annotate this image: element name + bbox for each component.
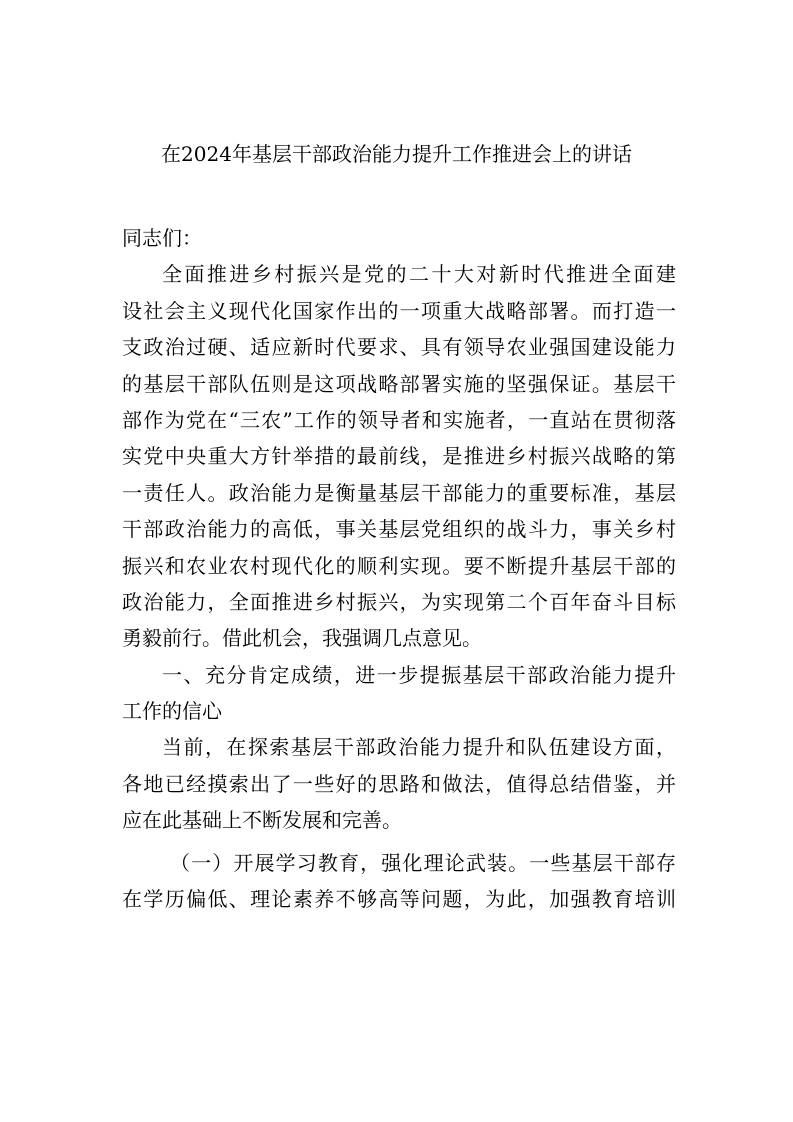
paragraph-line: 实党中央重大方针举措的最前线，是推进乡村振兴战略的第 [122,444,676,469]
paragraph-line: 政治能力，全面推进乡村振兴，为实现第二个百年奋斗目标 [122,589,676,614]
paragraph-line: 全面推进乡村振兴是党的二十大对新时代推进全面建 [162,262,676,287]
paragraph-line: 的基层干部队伍则是这项战略部署实施的坚强保证。基层干 [122,371,676,396]
paragraph-line: 应在此基础上不断发展和完善。 [122,808,402,833]
paragraph-intro [122,256,676,656]
paragraph-line: 支政治过硬、适应新时代要求、具有领导农业强国建设能力 [122,335,676,360]
paragraph-line: 振兴和农业农村现代化的顺利实现。要不断提升基层干部的 [122,553,676,578]
heading-line: 一、充分肯定成绩，进一步提振基层干部政治能力提升 [162,662,676,687]
salutation: 同志们： [122,226,202,250]
document-body [122,220,676,917]
paragraph-line: 部作为党在“三农”工作的领导者和实施者，一直站在贯彻落 [122,407,676,432]
paragraph-line: 勇毅前行。借此机会，我强调几点意见。 [122,626,482,651]
paragraph-current [122,729,676,838]
paragraph-line: （一）开展学习教育，强化理论武装。一些基层干部存 [170,850,676,875]
paragraph-line: 一责任人。政治能力是衡量基层干部能力的重要标准，基层 [122,480,676,505]
section-heading-1 [122,657,676,730]
document-title: 在2024年基层干部政治能力提升工作推进会上的讲话 [161,142,632,166]
heading-line: 工作的信心 [122,699,222,724]
paragraph-line: 在学历偏低、理论素养不够高等问题，为此，加强教育培训 [122,887,676,912]
paragraph-line: 各地已经摸索出了一些好的思路和做法，值得总结借鉴，并 [122,771,676,796]
paragraph-study [122,845,676,918]
paragraph-line: 设社会主义现代化国家作出的一项重大战略部署。而打造一 [122,298,676,323]
paragraph-line: 当前，在探索基层干部政治能力提升和队伍建设方面， [162,735,676,760]
paragraph-line: 干部政治能力的高低，事关基层党组织的战斗力，事关乡村 [122,517,676,542]
